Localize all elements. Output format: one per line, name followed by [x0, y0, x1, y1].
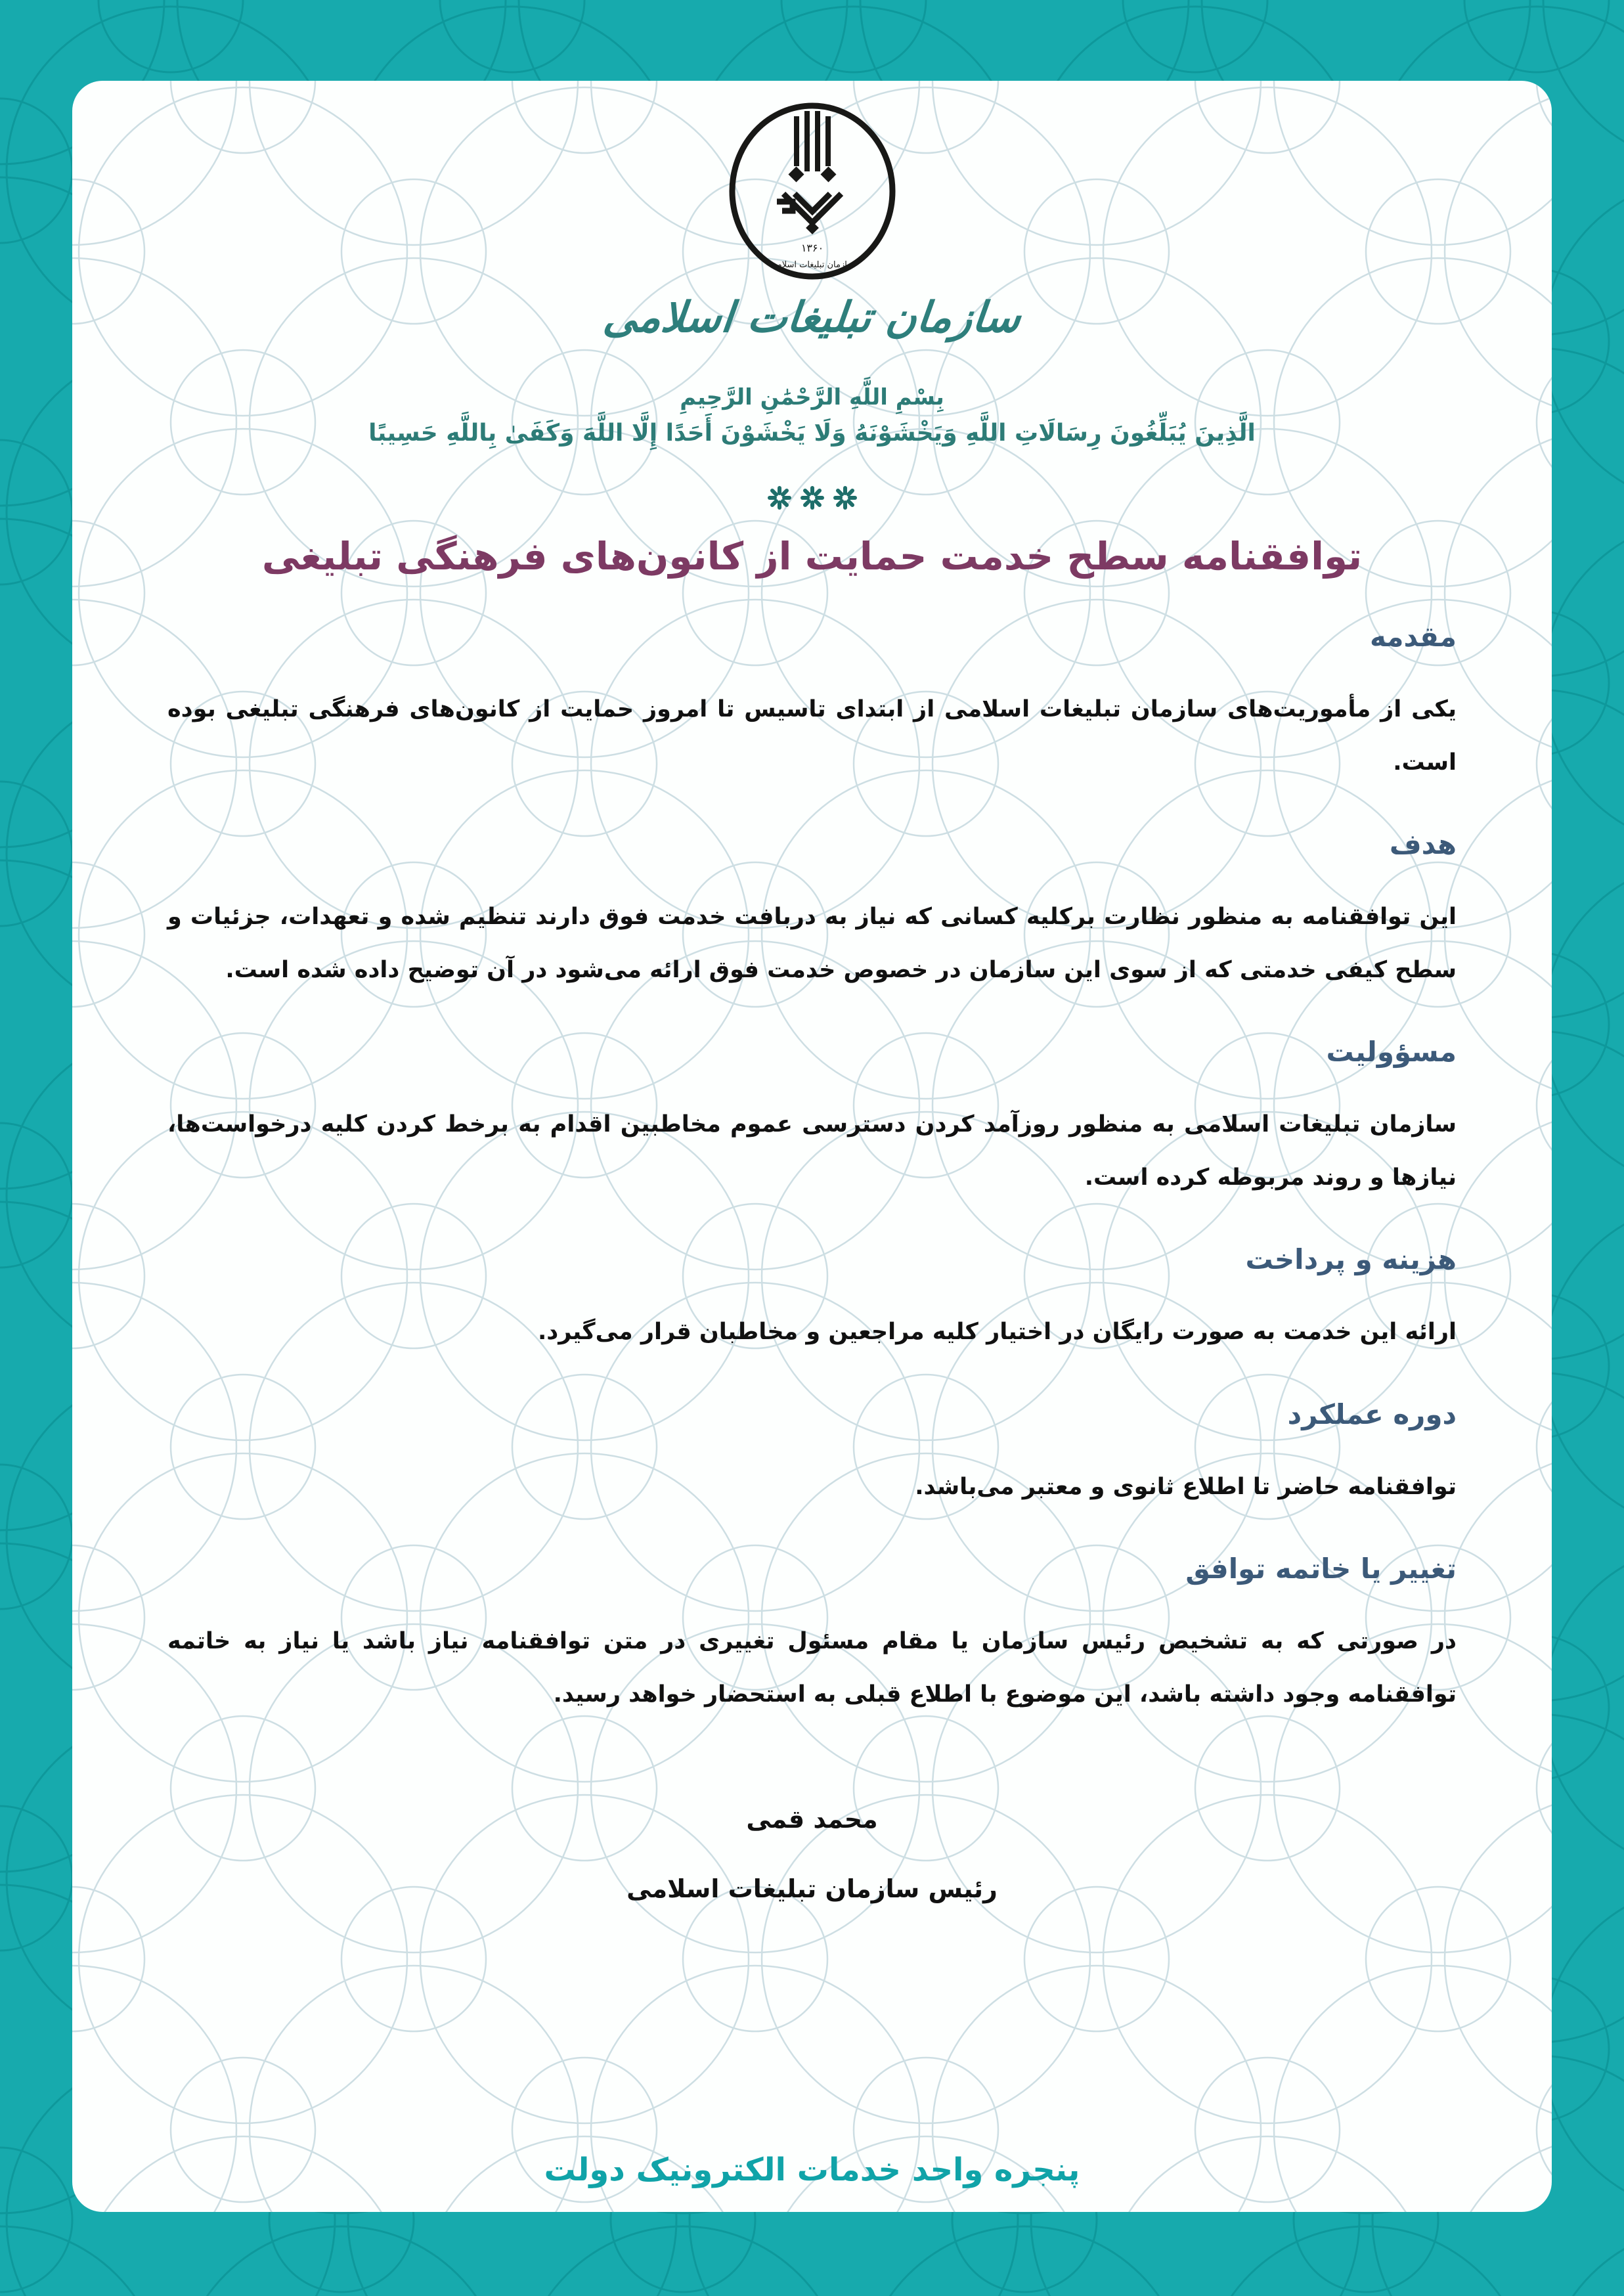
section-heading: مقدمه: [1370, 621, 1457, 653]
document-page: [72, 81, 1552, 2212]
document-content: [72, 81, 1552, 2212]
bismillah-text: بِسْمِ اللَّهِ الرَّحْمَٰنِ الرَّحِيمِ: [680, 384, 944, 410]
section-heading: هدف: [1389, 828, 1457, 861]
section-body: این توافقنامه به منظور نظارت برکلیه کسانی که نیاز به دربافت خدمت فوق دارند تنظیم شده و تعهدات، جزئیات و سطح کیفی خدمتی که از سوی این سازمان در خصوص خدمت فوق ارائه می‌شود در آن توضیح داده شده است.: [167, 904, 1457, 983]
organization-logo: [167, 98, 1457, 291]
ornament-separator: [167, 483, 1457, 515]
organization-calligraphy: سازمان تبلیغات اسلامی: [601, 294, 1023, 342]
section-performance-period: [167, 1398, 1457, 1514]
section-responsibility: [167, 1036, 1457, 1204]
organization-emblem-icon: [727, 98, 898, 288]
section-body: سازمان تبلیغات اسلامی به منظور روزآمد کردن دسترسی عموم مخاطبین اقدام به برخط کردن کلیه درخواست‌ها، نیازها و روند مربوطه کرده است.: [167, 1111, 1457, 1191]
section-heading: مسؤولیت: [1326, 1036, 1457, 1069]
section-body: در صورتی که به تشخیص رئیس سازمان یا مقام مسئول تغییری در متن توافقنامه نیاز باشد یا نیاز به خاتمه توافقنامه وجود داشته باشد، این موضوع با اطلاع قبلی به استحضار خواهد رسید.: [167, 1628, 1457, 1708]
footer-logotype: پنجره واحد خدمات الکترونیک دولت: [544, 2152, 1080, 2188]
section-change-or-termination: [167, 1553, 1457, 1721]
section-heading: هزینه و پرداخت: [1245, 1243, 1457, 1276]
section-introduction: [167, 621, 1457, 789]
rosette-icons: [763, 483, 862, 512]
document-title: توافقنامه سطح خدمت حمایت از کانون‌های فرهنگی تبلیغی: [261, 534, 1363, 579]
signatory-name: محمد قمی: [746, 1805, 878, 1834]
section-body: توافقنامه حاضر تا اطلاع ثانوی و معتبر می‌باشد.: [915, 1473, 1457, 1500]
signatory-role: رئیس سازمان تبلیغات اسلامی: [626, 1874, 998, 1904]
section-body: یکی از مأموریت‌های سازمان تبلیغات اسلامی از ابتدای تاسیس تا امروز حمایت از کانون‌های فرهنگی تبلیغی بوده است.: [167, 696, 1457, 776]
section-heading: دوره عملکرد: [1287, 1398, 1457, 1430]
emblem-seal-text: سازمان تبلیغات اسلامی: [770, 260, 854, 270]
section-cost-and-payment: [167, 1243, 1457, 1359]
section-goal: [167, 828, 1457, 996]
section-heading: تغییر یا خاتمه توافق: [1185, 1553, 1457, 1585]
signature-block: [167, 1805, 1457, 1903]
quran-verse-text: الَّذِينَ يُبَلِّغُونَ رِسَالَاتِ اللَّهِ وَيَخْشَوْنَهُ وَلَا يَخْشَوْنَ أَحَدًا إِلَّا اللَّهَ وَكَفَىٰ بِاللَّهِ حَسِيبًا: [368, 420, 1256, 447]
section-body: ارائه این خدمت به صورت رایگان در اختیار کلیه مراجعین و مخاطبان قرار می‌گیرد.: [537, 1319, 1457, 1346]
emblem-year: ۱۳۶۰: [801, 242, 823, 254]
